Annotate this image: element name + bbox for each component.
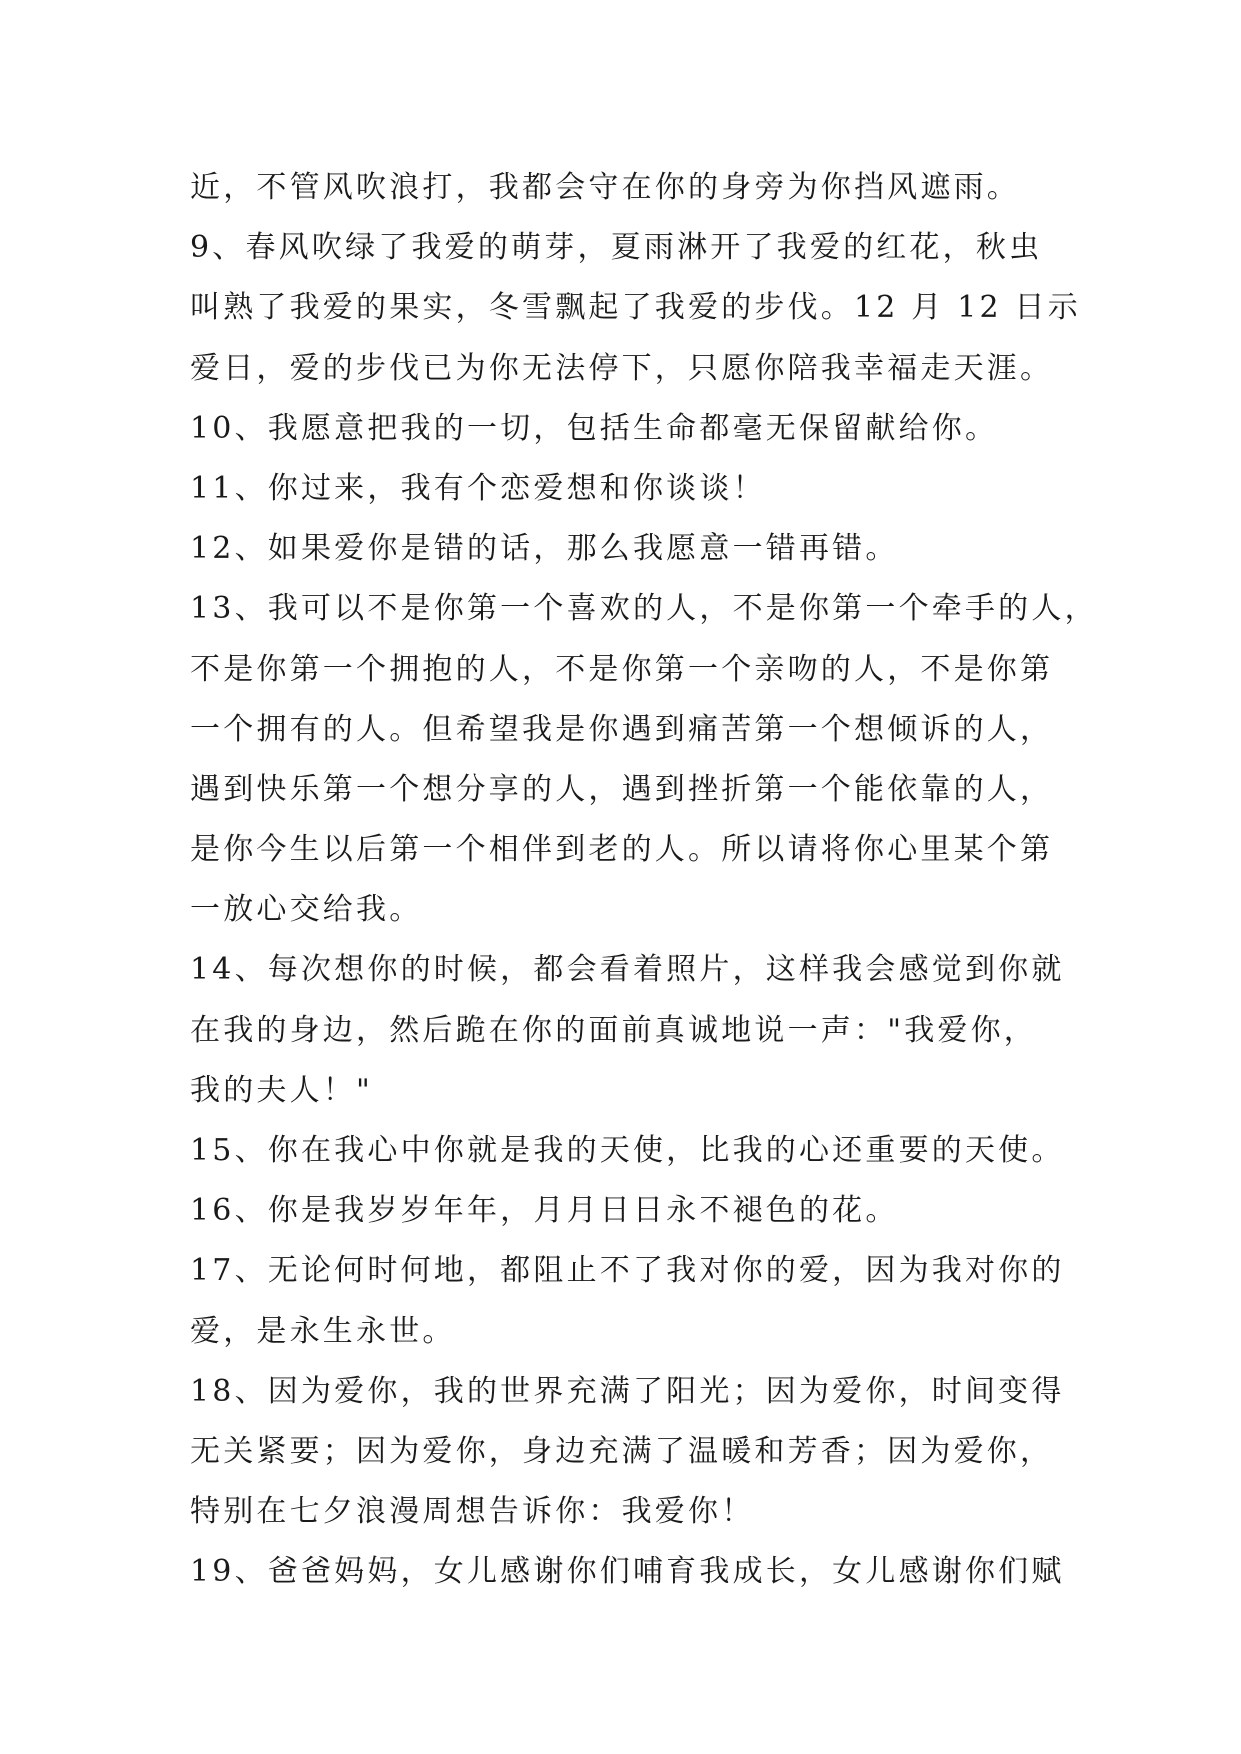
text-line: 近，不管风吹浪打，我都会守在你的身旁为你挡风遮雨。 bbox=[190, 170, 1020, 205]
text-line: 无关紧要；因为爱你，身边充满了温暖和芳香；因为爱你， bbox=[190, 1433, 1054, 1469]
text-line: 一放心交给我。 bbox=[190, 892, 423, 928]
text-line: 在我的身边，然后跪在你的面前真诚地说一声："我爱你， bbox=[190, 1012, 1037, 1048]
text-line: 19、爸爸妈妈，女儿感谢你们哺育我成长，女儿感谢你们赋 bbox=[190, 1554, 1065, 1590]
text-line: 遇到快乐第一个想分享的人，遇到挫折第一个能依靠的人， bbox=[190, 771, 1054, 807]
text-line: 17、无论何时何地，都阻止不了我对你的爱，因为我对你的 bbox=[190, 1253, 1065, 1289]
text-line: 一个拥有的人。但希望我是你遇到痛苦第一个想倾诉的人， bbox=[190, 711, 1054, 747]
text-line: 不是你第一个拥抱的人，不是你第一个亲吻的人，不是你第 bbox=[190, 651, 1054, 687]
text-line: 16、你是我岁岁年年，月月日日永不褪色的花。 bbox=[190, 1193, 899, 1229]
text-line: 11、你过来，我有个恋爱想和你谈谈！ bbox=[190, 470, 766, 506]
text-line: 12、如果爱你是错的话，那么我愿意一错再错。 bbox=[190, 531, 899, 567]
text-line: 叫熟了我爱的果实，冬雪飘起了我爱的步伐。12 月 12 日示 bbox=[190, 290, 1081, 326]
text-line: 爱日，爱的步伐已为你无法停下，只愿你陪我幸福走天涯。 bbox=[190, 350, 1054, 386]
text-line: 18、因为爱你，我的世界充满了阳光；因为爱你，时间变得 bbox=[190, 1373, 1065, 1409]
text-line: 我的夫人！" bbox=[190, 1072, 373, 1108]
document-body bbox=[190, 158, 1098, 1603]
text-line: 14、每次想你的时候，都会看着照片，这样我会感觉到你就 bbox=[190, 952, 1065, 988]
text-line: 爱，是永生永世。 bbox=[190, 1313, 456, 1349]
text-line: 9、春风吹绿了我爱的萌芽，夏雨淋开了我爱的红花，秋虫 bbox=[190, 230, 1043, 266]
text-line: 特别在七夕浪漫周想告诉你：我爱你！ bbox=[190, 1494, 755, 1530]
text-line: 10、我愿意把我的一切，包括生命都毫无保留献给你。 bbox=[190, 410, 999, 446]
text-line: 15、你在我心中你就是我的天使，比我的心还重要的天使。 bbox=[190, 1133, 1065, 1168]
text-line: 是你今生以后第一个相伴到老的人。所以请将你心里某个第 bbox=[190, 832, 1054, 868]
text-line: 13、我可以不是你第一个喜欢的人，不是你第一个牵手的人， bbox=[190, 591, 1098, 627]
